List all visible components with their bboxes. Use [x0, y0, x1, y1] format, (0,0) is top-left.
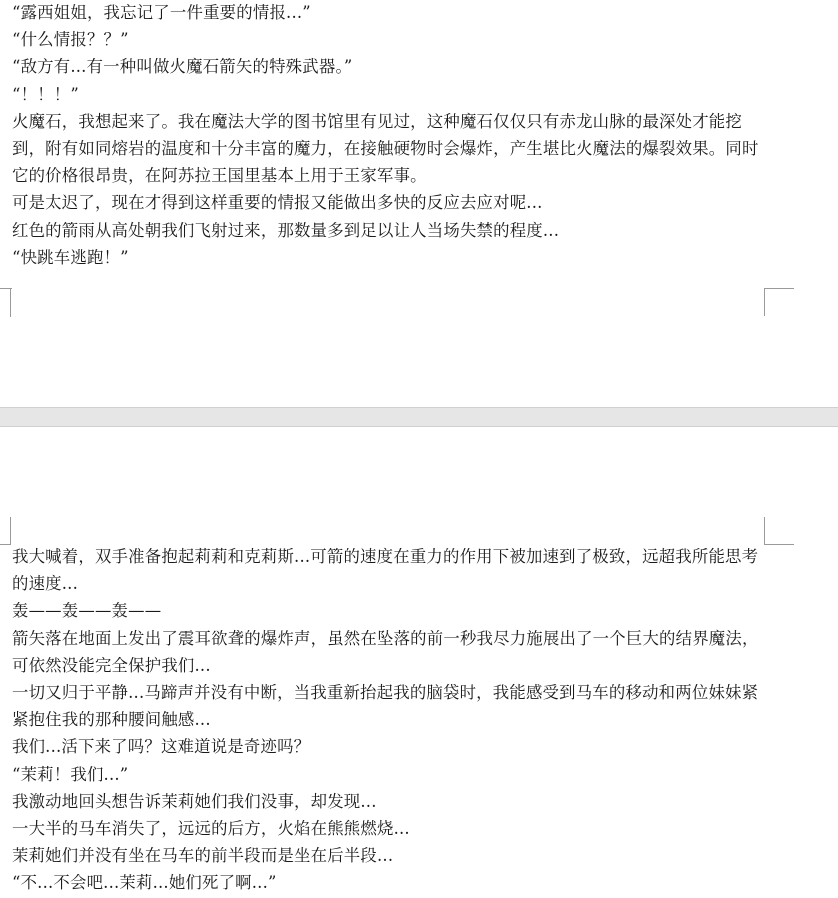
paragraph: 茉莉她们并没有坐在马车的前半段而是坐在后半段... — [12, 846, 394, 866]
paragraph: 火魔石，我想起来了。我在魔法大学的图书馆里有见过，这种魔石仅仅只有赤龙山脉的最深处才能挖到，附有如同熔岩的温度和十分丰富的魔力，在接触硬物时会爆炸，产生堪比火魔法的爆裂效果。同时它的价格很昂贵，在阿苏拉王国里基本上用于王家军事。 — [12, 111, 759, 186]
paragraph: 我们...活下来了吗？这难道说是奇迹吗？ — [12, 737, 311, 757]
paragraph: “不...不会吧...茉莉...她们死了啊...” — [12, 873, 277, 893]
paragraph: “敌方有...有一种叫做火魔石箭矢的特殊武器。” — [12, 57, 353, 77]
page-2-text[interactable] — [12, 543, 772, 897]
paragraph: “露西姐姐，我忘记了一件重要的情报...” — [12, 3, 311, 22]
paragraph: 一切又归于平静...马蹄声并没有中断，当我重新抬起我的脑袋时，我能感受到马车的移动和两位妹妹紧紧抱住我的那种腰间触感... — [12, 683, 759, 730]
paragraph: “！！！” — [12, 84, 79, 104]
paragraph: 轰——轰——轰—— — [12, 601, 162, 621]
paragraph: 我大喊着，双手准备抱起莉莉和克莉斯...可箭的速度在重力的作用下被加速到了极致，远超我所能思考的速度... — [12, 547, 759, 594]
crop-mark-top-right — [764, 517, 765, 545]
crop-mark-top-left — [10, 517, 11, 545]
paragraph: 箭矢落在地面上发出了震耳欲聋的爆炸声，虽然在坠落的前一秒我尽力施展出了一个巨大的结界魔法，可依然没能完全保护我们... — [12, 628, 759, 675]
page-separator — [0, 407, 838, 427]
crop-mark-top-left-h — [0, 544, 11, 545]
paragraph: 可是太迟了，现在才得到这样重要的情报又能做出多快的反应去应对呢... — [12, 193, 543, 213]
document-page-1 — [0, 0, 838, 407]
crop-mark-bottom-right — [764, 288, 765, 316]
crop-mark-bottom-left-h — [0, 288, 11, 289]
paragraph: “茉莉！我们...” — [12, 764, 129, 784]
paragraph: 我激动地回头想告诉茉莉她们我们没事，却发现... — [12, 791, 377, 811]
paragraph: “什么情报？？” — [12, 30, 129, 50]
crop-mark-bottom-left — [10, 288, 12, 317]
paragraph: “快跳车逃跑！” — [12, 247, 129, 267]
crop-mark-top-right-h — [764, 544, 794, 545]
crop-mark-bottom-right-h — [764, 288, 794, 289]
paragraph: 一大半的马车消失了，远远的后方，火焰在熊熊燃烧... — [12, 819, 410, 839]
document-page-2 — [0, 427, 838, 898]
paragraph: 红色的箭雨从高处朝我们飞射过来，那数量多到足以让人当场失禁的程度... — [12, 220, 560, 240]
page-1-text[interactable] — [12, 0, 772, 271]
